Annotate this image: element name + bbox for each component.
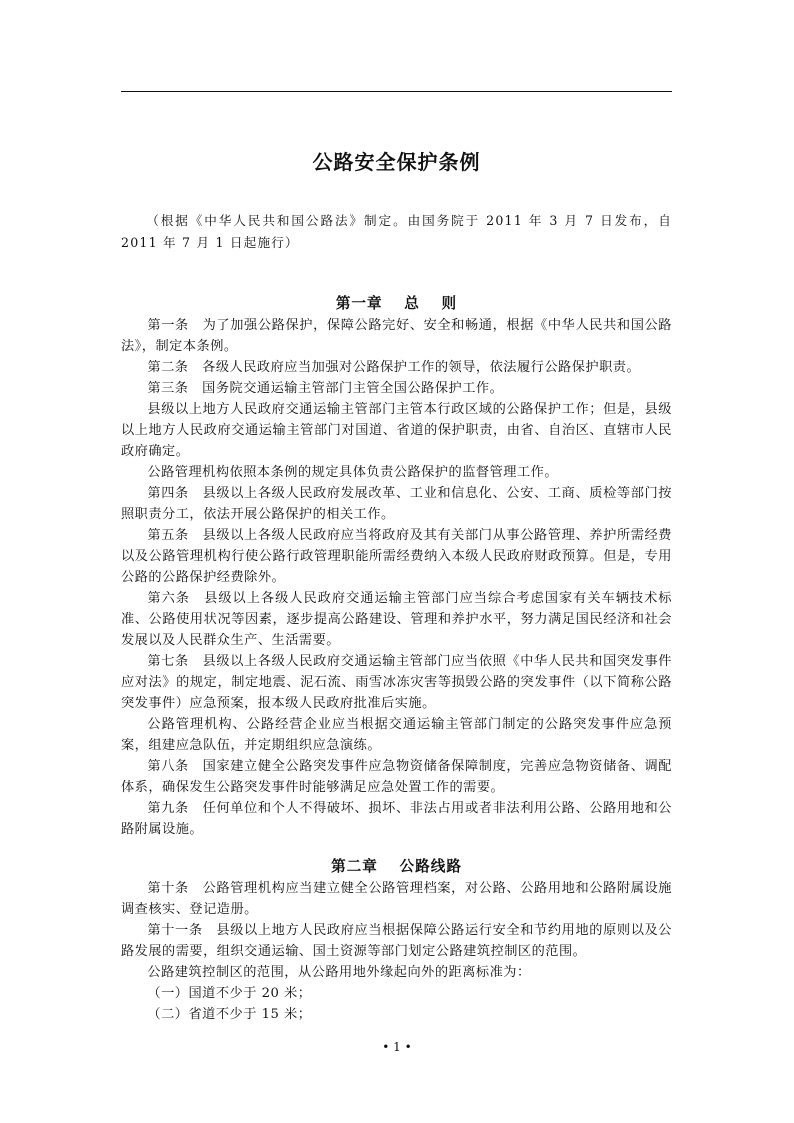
article-7-para-2: 公路管理机构、公路经营企业应当根据交通运输主管部门制定的公路突发事件应急预案，组建应急队伍，并定期组织应急演练。 [121,717,672,753]
article-8: 第八条 国家建立健全公路突发事件应急物资储备保障制度，完善应急物资储备、调配体系，确保发生公路突发事件时能够满足应急处置工作的需要。 [121,759,672,795]
chapter-1-heading: 第一章 总 则 [335,295,458,312]
article-10: 第十条 公路管理机构应当建立健全公路管理档案，对公路、公路用地和公路附属设施调查核实、登记造册。 [121,881,672,917]
article-9: 第九条 任何单位和个人不得破坏、损坏、非法占用或者非法利用公路、公路用地和公路附属设施。 [121,801,672,837]
article-4: 第四条 县级以上各级人民政府发展改革、工业和信息化、公安、工商、质检等部门按照职责分工，依法开展公路保护的相关工作。 [121,486,672,522]
article-3: 第三条 国务院交通运输主管部门主管全国公路保护工作。 [147,381,504,396]
article-3-para-3: 公路管理机构依照本条例的规定具体负责公路保护的监督管理工作。 [147,465,559,480]
article-3-para-2: 县级以上地方人民政府交通运输主管部门主管本行政区域的公路保护工作；但是，县级以上地方人民政府交通运输主管部门对国道、省道的保护职责，由省、自治区、直辖市人民政府确定。 [121,402,672,459]
header-rule [121,91,672,92]
enactment-note: （根据《中华人民共和国公路法》制定。由国务院于 2011 年 3 月 7 日发布，自 2011 年 7 月 1 日起施行） [121,213,672,250]
list-item-provincial-road: （二）省道不少于 15 米； [147,1007,312,1022]
document-body [121,148,672,1025]
article-5: 第五条 县级以上各级人民政府应当将政府及其有关部门从事公路管理、养护所需经费以及公路管理机构行使公路行政管理职能所需经费纳入本级人民政府财政预算。但是，专用公路的公路保护经费除外。 [121,528,672,585]
article-1: 第一条 为了加强公路保护，保障公路完好、安全和畅通，根据《中华人民共和国公路法》，制定本条例。 [121,318,672,354]
article-11: 第十一条 县级以上地方人民政府应当根据保障公路运行安全和节约用地的原则以及公路发展的需要，组织交通运输、国土资源等部门划定公路建筑控制区的范围。 [121,923,672,959]
article-6: 第六条 县级以上各级人民政府交通运输主管部门应当综合考虑国家有关车辆技术标准、公路使用状况等因素，逐步提高公路建设、管理和养护水平，努力满足国民经济和社会发展以及人民群众生产、生活需要。 [121,591,672,648]
chapter-2-heading: 第二章 公路线路 [331,858,462,875]
page-number: • 1 • [382,1040,412,1054]
document-title: 公路安全保护条例 [312,150,481,174]
article-2: 第二条 各级人民政府应当加强对公路保护工作的领导，依法履行公路保护职责。 [147,360,641,375]
article-7: 第七条 县级以上各级人民政府交通运输主管部门应当依照《中华人民共和国突发事件应对法》的规定，制定地震、泥石流、雨雪冰冻灾害等损毁公路的突发事件（以下简称公路突发事件）应急预案，报本级人民政府批准后实施。 [121,654,672,711]
list-item-national-road: （一）国道不少于 20 米； [147,986,312,1001]
article-11-para-2: 公路建筑控制区的范围，从公路用地外缘起向外的距离标准为： [147,965,531,980]
